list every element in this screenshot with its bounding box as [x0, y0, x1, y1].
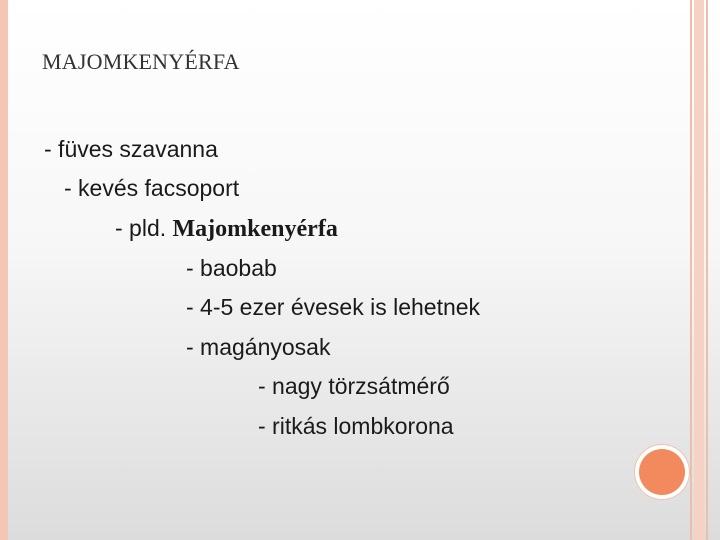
bullet-example-prefix: - pld.	[115, 215, 173, 241]
slide-title: MAJOMKENYÉRFA	[42, 49, 240, 74]
left-border-stripe	[0, 0, 8, 540]
bullet-few-tree-groups: - kevés facsoport	[64, 175, 240, 201]
right-border-stripe	[694, 0, 704, 540]
bullet-trunk-diameter: - nagy törzsátmérő	[258, 373, 450, 399]
highlight-term: Majomkenyérfa	[172, 216, 338, 242]
bullet-baobab: - baobab	[186, 255, 277, 281]
bullet-solitary: - magányosak	[186, 334, 331, 360]
right-border-line-outer	[690, 0, 692, 540]
right-border-line-inner	[706, 0, 708, 540]
decorative-circle	[639, 449, 685, 495]
bullet-grass-savanna: - füves szavanna	[44, 136, 218, 162]
bullet-example	[115, 214, 338, 243]
bullet-age: - 4-5 ezer évesek is lehetnek	[186, 294, 481, 320]
bullet-sparse-canopy: - ritkás lombkorona	[258, 413, 454, 439]
